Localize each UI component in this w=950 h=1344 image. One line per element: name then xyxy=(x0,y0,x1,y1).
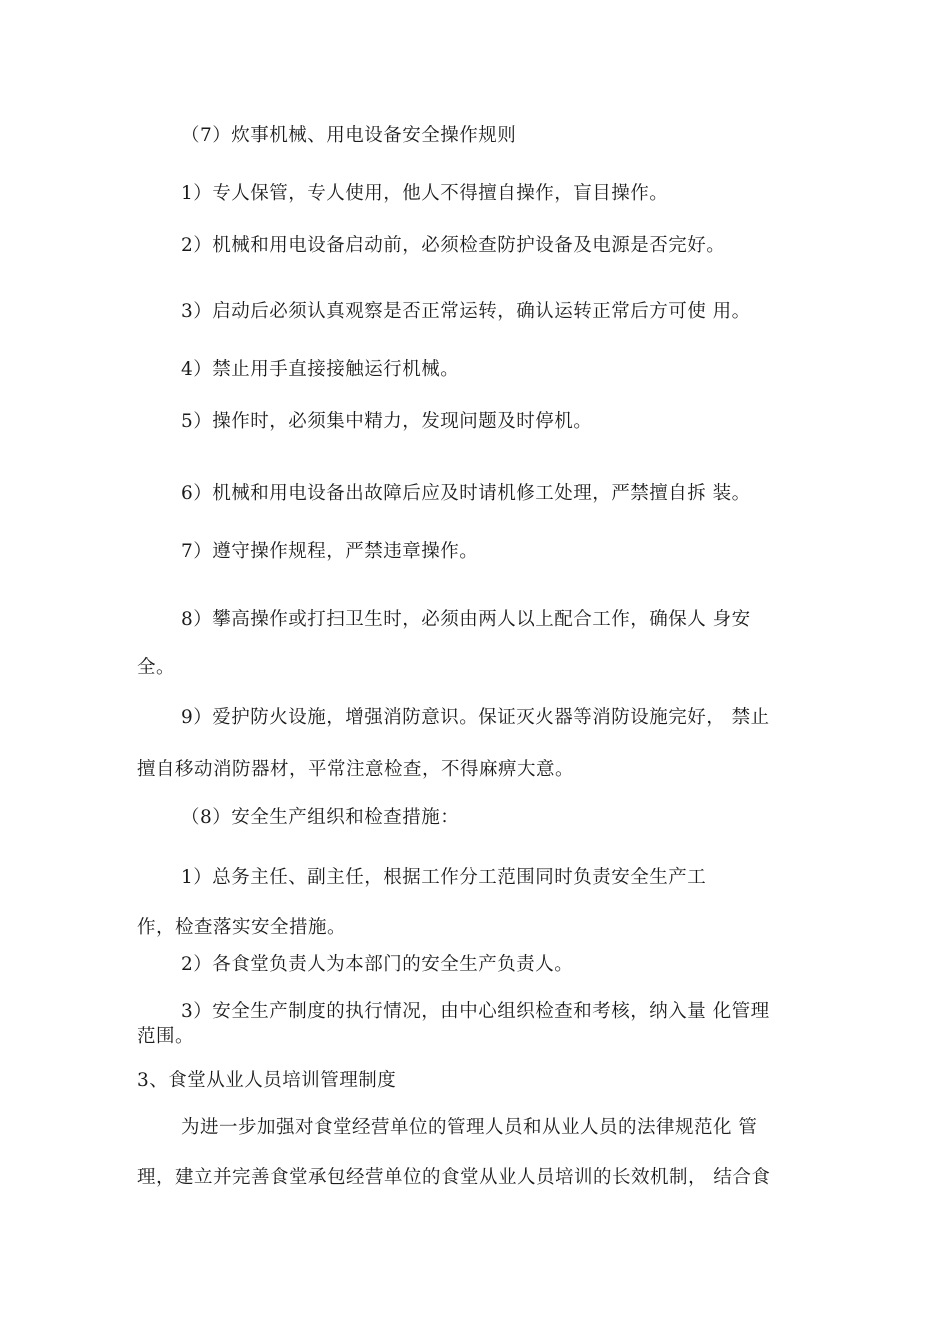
rule-item-3: 3）启动后必须认真观察是否正常运转，确认运转正常后方可使 用。 xyxy=(181,301,751,322)
chapter-heading-3: 3、食堂从业人员培训管理制度 xyxy=(137,1070,397,1091)
rule-item-7: 7）遵守操作规程，严禁违章操作。 xyxy=(181,541,479,562)
rule-item-4: 4）禁止用手直接接触运行机械。 xyxy=(181,359,460,380)
rule-item-8-cont: 全。 xyxy=(137,657,176,678)
measure-item-2: 2）各食堂负责人为本部门的安全生产负责人。 xyxy=(181,954,574,975)
body-paragraph: 为进一步加强对食堂经营单位的管理人员和从业人员的法律规范化 管 xyxy=(181,1117,758,1138)
body-paragraph-cont: 理，建立并完善食堂承包经营单位的食堂从业人员培训的长效机制， 结合食 xyxy=(137,1167,771,1188)
measure-item-1-cont: 作，检查落实安全措施。 xyxy=(137,917,347,938)
measure-item-1: 1）总务主任、副主任，根据工作分工范围同时负责安全生产工 xyxy=(181,867,707,888)
rule-item-2: 2）机械和用电设备启动前，必须检查防护设备及电源是否完好。 xyxy=(181,235,726,256)
measure-item-3-cont: 范围。 xyxy=(137,1026,195,1047)
rule-item-9: 9）爱护防火设施，增强消防意识。保证灭火器等消防设施完好， 禁止 xyxy=(181,707,770,728)
measure-item-3: 3）安全生产制度的执行情况，由中心组织检查和考核，纳入量 化管理 xyxy=(181,1001,770,1022)
rule-item-6: 6）机械和用电设备出故障后应及时请机修工处理，严禁擅自拆 装。 xyxy=(181,483,751,504)
section-heading-8: （8）安全生产组织和检查措施： xyxy=(181,807,460,828)
rule-item-9-cont: 擅自移动消防器材，平常注意检查，不得麻痹大意。 xyxy=(137,759,575,780)
rule-item-5: 5）操作时，必须集中精力，发现问题及时停机。 xyxy=(181,411,593,432)
section-heading-7: （7）炊事机械、用电设备安全操作规则 xyxy=(181,125,517,146)
rule-item-1: 1）专人保管，专人使用，他人不得擅自操作，盲目操作。 xyxy=(181,183,669,204)
rule-item-8: 8）攀高操作或打扫卫生时，必须由两人以上配合工作，确保人 身安 xyxy=(181,609,751,630)
